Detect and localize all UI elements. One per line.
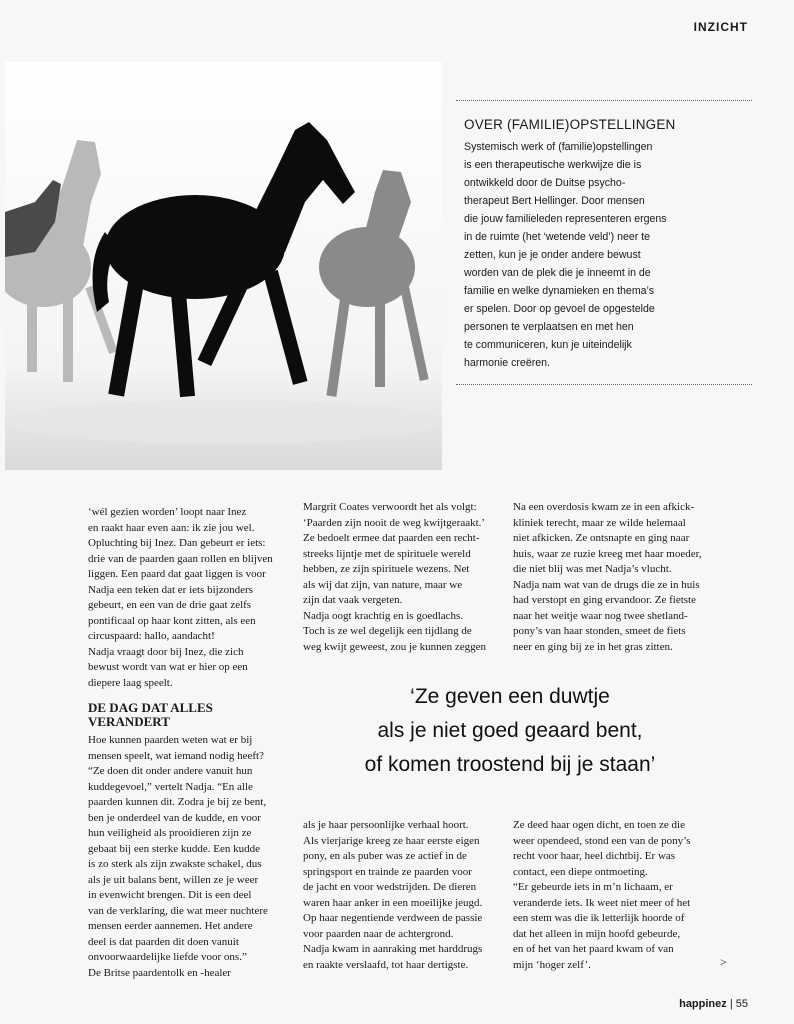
body-line: Margrit Coates verwoordt het als volgt:: [303, 501, 477, 513]
body-line: springsport en trainde ze paarden voor: [303, 865, 472, 878]
body-line: “Er gebeurde iets in m’n lichaam, er: [513, 881, 673, 893]
body-line: Op haar negentiende verdween de passie: [303, 912, 483, 924]
column-3-top: [513, 500, 702, 655]
body-line: ‘wél gezien worden’ loopt naar Inez: [88, 506, 247, 518]
body-line: de jacht en voor wedstrijden. De dieren: [303, 881, 477, 893]
body-line: voor paarden naar de achtergrond.: [303, 927, 454, 940]
sidebar-line: harmonie creëren.: [464, 357, 550, 369]
sidebar-line: in de ruimte (het ‘wetende veld’) neer te: [464, 231, 651, 243]
body-line: contact, een diepe ontmoeting.: [513, 865, 648, 878]
body-line: diepere laag speelt.: [88, 676, 173, 689]
column-3-bottom: [513, 818, 690, 973]
body-line: Toch is ze wel degelijk een tijdlang de: [303, 625, 472, 637]
body-line: en raakt haar even aan: ik zie jou wel.: [88, 521, 255, 534]
top-dotted-rule: [456, 100, 752, 101]
body-line: Opluchting bij Inez. Dan gebeurt er iets:: [88, 537, 266, 549]
body-line: Nadja oogt krachtig en is goedlachs.: [303, 609, 464, 622]
body-line: niet afkicken. Ze ontsnapte en ging naar: [513, 532, 690, 544]
page-number: 55: [735, 998, 748, 1010]
body-line: Ze bedoelt ermee dat paarden een recht-: [303, 532, 480, 544]
body-line: zijn dat vaak vergeten.: [303, 594, 403, 606]
body-line: een stem was die ik letterlijk hoorde of: [513, 912, 685, 924]
body-line: pony’s van haar stonden, smeet de fiets: [513, 625, 686, 637]
body-line: streeks lijntje met de spirituele wereld: [303, 547, 471, 560]
column-2-top: [303, 500, 486, 655]
sidebar-body: [464, 138, 744, 372]
sidebar-line: familie en welke dynamieken en thema’s: [464, 285, 655, 297]
body-line: paarden kunnen dit. Zodra je bij ze bent,: [88, 796, 267, 808]
body-line: Hoe kunnen paarden weten wat er bij: [88, 734, 253, 746]
sidebar-line: die jouw familieleden representeren ergens: [464, 213, 667, 225]
continue-arrow: >: [720, 955, 727, 969]
footer-brand: happinez: [679, 998, 727, 1010]
body-line: naar het weitje waar nog twee shetland-: [513, 609, 688, 622]
sidebar-line: er spelen. Door op gevoel de opgestelde: [464, 303, 655, 315]
body-line: die niet blij was met Nadja’s vlucht.: [513, 563, 672, 575]
body-line: weg kwijt geweest, zou je kunnen zeggen: [303, 640, 486, 653]
body-line: gebaat bij een sterke kudde. Een kudde: [88, 842, 260, 855]
body-line: mensen eerder aannemen. Het andere: [88, 920, 253, 932]
body-line: pony, en als puber was ze actief in de: [303, 850, 467, 862]
pull-quote: [300, 680, 720, 782]
body-line: Ze deed haar ogen dicht, en toen ze die: [513, 819, 685, 831]
body-line: als je haar persoonlijke verhaal hoort.: [303, 819, 469, 831]
body-line: Na een overdosis kwam ze in een afkick-: [513, 501, 695, 513]
body-line: hebben, ze zijn spirituele wezens. Net: [303, 563, 470, 575]
body-line: van de verklaring, die wat meer nuchtere: [88, 904, 268, 917]
sidebar-line: te communiceren, kun je uiteindelijk: [464, 339, 632, 351]
body-line: gebeurt, en een van de drie gaat zelfs: [88, 599, 252, 611]
body-line: kuddegevoel,” vertelt Nadja. “En alle: [88, 780, 253, 793]
horses-photo: [5, 62, 442, 470]
heading-line: VERANDERT: [88, 714, 170, 729]
body-line: circuspaard: hallo, aandacht!: [88, 630, 215, 642]
body-line: liggen. Een paard dat gaat liggen is voor: [88, 568, 266, 580]
sidebar-title: OVER (FAMILIE)OPSTELLINGEN: [464, 117, 676, 132]
body-line: neer en ging bij ze in het gras zitten.: [513, 640, 673, 653]
body-line: veranderde iets. Ik weet niet meer of het: [513, 896, 691, 909]
body-line: is zo sterk als zijn zwakste schakel, dus: [88, 858, 262, 870]
body-line: ben je onderdeel van de kudde, en voor: [88, 811, 261, 824]
body-line: en of het van het paard kwam of van: [513, 943, 674, 955]
body-line: recht voor haar, heel dichtbij. Er was: [513, 850, 676, 862]
body-line: had verstopt en ging ervandoor. Ze fietste: [513, 594, 696, 606]
body-line: ‘Paarden zijn nooit de weg kwijtgeraakt.’: [303, 516, 486, 529]
body-line: kliniek terecht, maar ze wilde helemaal: [513, 516, 686, 529]
sidebar-box: [456, 100, 756, 430]
sidebar-line: zetten, kun je je onder andere bewust: [464, 249, 641, 261]
body-line: drie van de paarden gaan rollen en blijven: [88, 552, 273, 565]
body-line: mijn ‘hoger zelf’.: [513, 958, 591, 971]
footer-separator: |: [729, 998, 733, 1010]
column-1: [88, 505, 273, 981]
sidebar-line: is een therapeutische werkwijze die is: [464, 159, 642, 171]
body-line: als je uit balans bent, willen ze je weer: [88, 873, 259, 886]
body-line: “Ze doen dit onder andere vanuit hun: [88, 765, 253, 777]
body-line: huis, waar ze ruzie kreeg met haar moeder,: [513, 547, 702, 560]
body-line: weer opendeed, stond een van de pony’s: [513, 834, 691, 847]
quote-line: of komen troostend bij je staan’: [364, 753, 656, 776]
body-line: Nadja nam wat van de drugs die ze in huis: [513, 578, 700, 591]
body-line: Nadja vraagt door bij Inez, die zich: [88, 645, 244, 658]
bottom-dotted-rule: [456, 384, 752, 385]
body-line: als wij dat zijn, van nature, maar we: [303, 578, 463, 591]
body-line: bewust wordt van wat er hier op een: [88, 661, 248, 673]
body-line: dat het alleen in mijn hoofd gebeurde,: [513, 927, 681, 940]
sidebar-line: worden van de plek die je inneemt in de: [464, 267, 651, 279]
body-line: Als vierjarige kreeg ze haar eerste eigen: [303, 834, 480, 847]
sidebar-line: personen te verplaatsen en met hen: [464, 321, 634, 333]
body-line: deel is dat paarden dit doen vanuit: [88, 935, 239, 948]
body-line: mensen speelt, wat iemand nodig heeft?: [88, 749, 264, 762]
body-line: De Britse paardentolk en -healer: [88, 966, 231, 979]
quote-line: ‘Ze geven een duwtje: [410, 685, 610, 708]
body-line: en raakte verslaafd, tot haar dertigste.: [303, 958, 469, 971]
quote-line: als je niet goed geaard bent,: [377, 719, 643, 742]
section-label: INZICHT: [693, 20, 748, 34]
heading-line: DE DAG DAT ALLES: [88, 700, 213, 715]
sidebar-line: ontwikkeld door de Duitse psycho-: [464, 177, 626, 189]
body-line: Nadja kwam in aanraking met harddrugs: [303, 943, 483, 955]
sidebar-line: therapeut Bert Hellinger. Door mensen: [464, 195, 645, 207]
sidebar-line: Systemisch werk of (familie)opstellingen: [464, 141, 653, 153]
body-line: onvoorwaardelijke liefde voor ons.”: [88, 951, 247, 963]
body-line: hun veiligheid als prooidieren zijn ze: [88, 827, 252, 839]
column-2-bottom: [303, 818, 482, 973]
body-line: pontificaal op haar kont zitten, als een: [88, 614, 256, 627]
section-heading: [88, 701, 273, 729]
body-line: in evenwicht brengen. Dit is een deel: [88, 889, 252, 901]
page-footer: [679, 998, 748, 1010]
body-line: waren haar anker in een moeilijke jeugd.: [303, 896, 483, 909]
body-line: Nadja een teken dat er iets bijzonders: [88, 583, 253, 596]
